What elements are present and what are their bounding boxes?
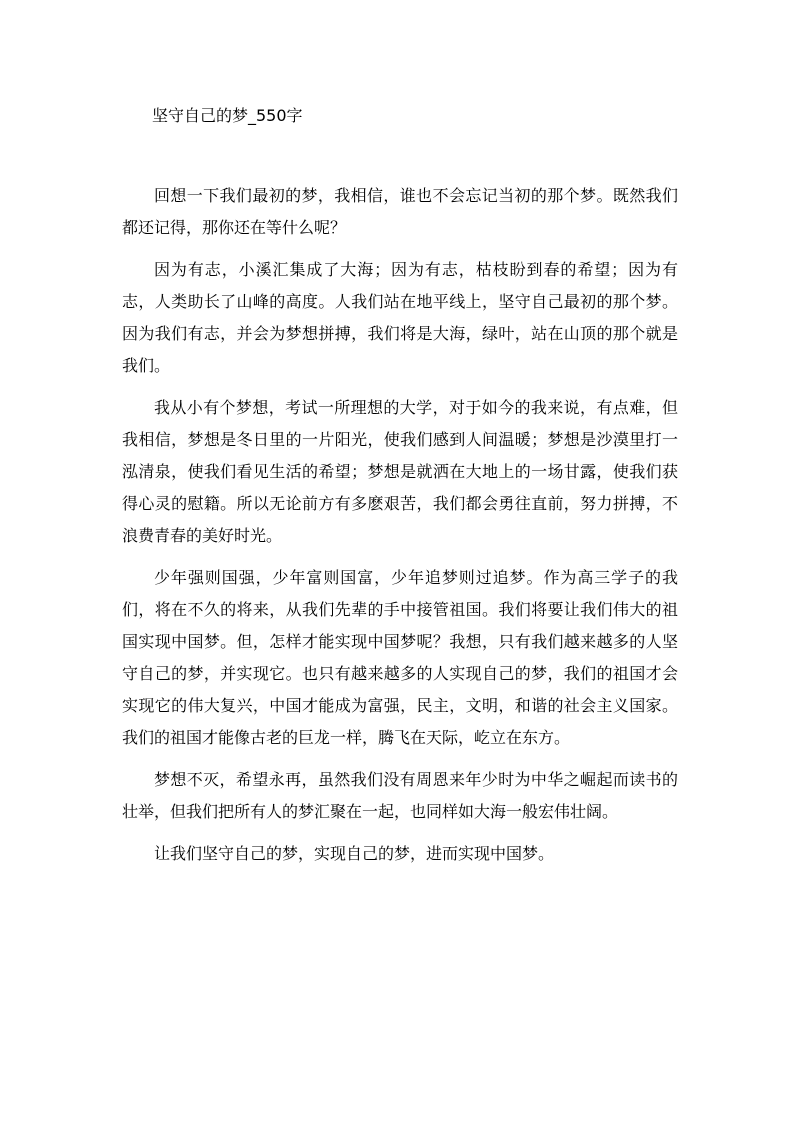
paragraph: 梦想不灭，希望永再，虽然我们没有周恩来年少时为中华之崛起而读书的壮举，但我们把所有人的梦汇聚在一起，也同样如大海一般宏伟壮阔。 — [122, 770, 678, 821]
paragraph: 因为有志，小溪汇集成了大海；因为有志，枯枝盼到春的希望；因为有志，人类助长了山峰的高度。人我们站在地平线上，坚守自己最初的那个梦。因为我们有志，并会为梦想拼搏，我们将是大海，绿叶，站在山顶的那个就是我们。 — [122, 260, 678, 375]
document-title: 坚守自己的梦_550字 — [152, 106, 303, 125]
document-body — [122, 180, 678, 880]
paragraph: 少年强则国强，少年富则国富，少年追梦则过追梦。作为高三学子的我们，将在不久的将来，从我们先辈的手中接管祖国。我们将要让我们伟大的祖国实现中国梦。但，怎样才能实现中国梦呢？我想，只有我们越来越多的人坚守自己的梦，并实现它。也只有越来越多的人实现自己的梦，我们的祖国才会实现它的伟大复兴，中国才能成为富强，民主，文明，和谐的社会主义国家。我们的祖国才能像古老的巨龙一样，腾飞在天际，屹立在东方。 — [122, 568, 678, 747]
paragraph: 我从小有个梦想，考试一所理想的大学，对于如今的我来说，有点难，但我相信，梦想是冬日里的一片阳光，使我们感到人间温暖；梦想是沙漠里打一泓清泉，使我们看见生活的希望；梦想是就洒在大地上的一场甘露，使我们获得心灵的慰籍。所以无论前方有多麽艰苦，我们都会勇往直前，努力拼搏，不浪费青春的美好时光。 — [122, 398, 678, 545]
paragraph: 回想一下我们最初的梦，我相信，谁也不会忘记当初的那个梦。既然我们都还记得，那你还在等什么呢？ — [122, 186, 678, 237]
paragraph: 让我们坚守自己的梦，实现自己的梦，进而实现中国梦。 — [154, 844, 555, 863]
